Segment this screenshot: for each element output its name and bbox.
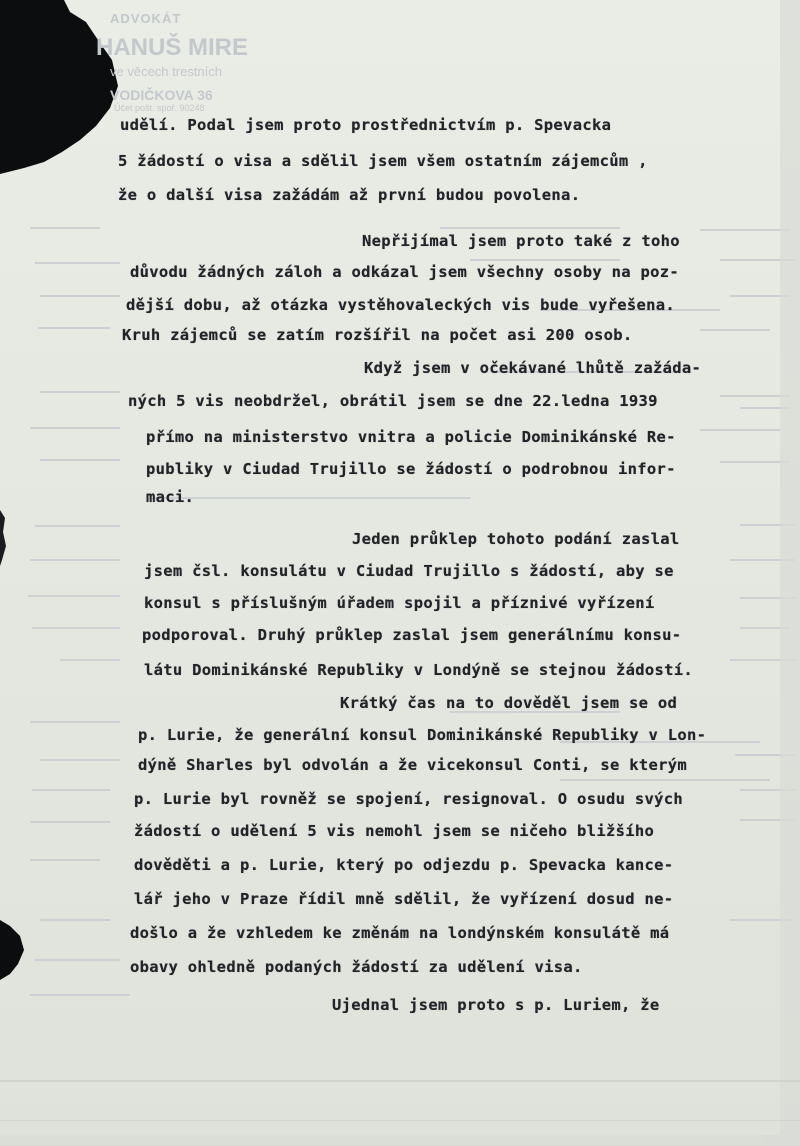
body-line: Jeden průklep tohoto podání zaslal — [352, 530, 680, 548]
letterhead-address: VODIČKOVA 36 — [110, 87, 213, 103]
letterhead-specialty: ve věcech trestních — [110, 64, 222, 79]
body-line: látu Dominikánské Republiky v Londýně se stejnou žádostí. — [144, 661, 694, 679]
body-line: důvodu žádných záloh a odkázal jsem všechny osoby na poz- — [130, 263, 680, 281]
body-line: dýně Sharles byl odvolán a že vicekonsul Conti, se kterým — [138, 756, 688, 774]
body-line: maci. — [146, 488, 195, 506]
body-line: konsul s příslušným úřadem spojil a příznivé vyřízení — [144, 594, 655, 612]
body-line: publiky v Ciudad Trujillo se žádostí o podrobnou infor- — [146, 460, 676, 478]
body-line: lář jeho v Praze řídil mně sdělil, že vyřízení dosud ne- — [134, 890, 674, 908]
body-line: jsem čsl. konsulátu v Ciudad Trujillo s žádostí, aby se — [144, 562, 674, 580]
body-line: udělí. Podal jsem proto prostřednictvím p. Spevacka — [120, 116, 612, 134]
body-line: ných 5 vis neobdržel, obrátil jsem se dne 22.ledna 1939 — [128, 392, 658, 410]
letterhead-title: ADVOKÁT — [110, 11, 182, 26]
body-line: p. Lurie, že generální konsul Dominikánské Republiky v Lon- — [138, 726, 707, 744]
body-line: dověděti a p. Lurie, který po odjezdu p. Spevacka kance- — [134, 856, 674, 874]
body-line: Nepřijímal jsem proto také z toho — [362, 232, 680, 250]
body-line: podporoval. Druhý průklep zaslal jsem generálnímu konsu- — [142, 626, 682, 644]
body-line: p. Lurie byl rovněž se spojení, resignoval. O osudu svých — [134, 790, 684, 808]
body-line: Když jsem v očekávané lhůtě zažáda- — [364, 359, 702, 377]
body-line: dější dobu, až otázka vystěhovaleckých vis bude vyřešena. — [126, 296, 676, 314]
letterhead-name: HANUŠ MIRE — [96, 34, 249, 61]
body-line: žádostí o udělení 5 vis nemohl jsem se ničeho bližšího — [134, 822, 655, 840]
body-line: Krátký čas na to dověděl jsem se od — [340, 694, 678, 712]
body-line: Ujednal jsem proto s p. Luriem, že — [332, 996, 660, 1014]
body-line: došlo a že vzhledem ke změnám na londýnském konsulátě má — [130, 924, 670, 942]
letterhead-account: Účet pošt. spoř. 90248 — [114, 103, 205, 113]
body-line: přímo na ministerstvo vnitra a policie Dominikánské Re- — [146, 428, 676, 446]
body-line: 5 žádostí o visa a sdělil jsem všem ostatním zájemcům , — [118, 152, 648, 170]
body-line: že o další visa zažádám až první budou povolena. — [118, 186, 581, 204]
body-line: Kruh zájemců se zatím rozšířil na počet asi 200 osob. — [122, 326, 633, 344]
body-line: obavy ohledně podaných žádostí za udělení visa. — [130, 958, 583, 976]
